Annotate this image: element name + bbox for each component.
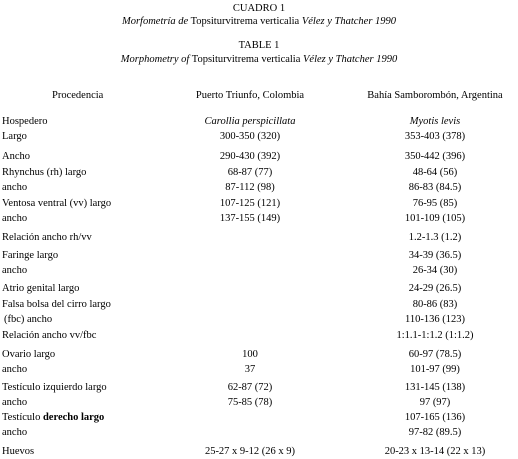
value-puerto-triunfo: 107-125 (121) — [219, 198, 281, 209]
row-label: Atrio genital largo — [2, 283, 80, 294]
header-procedencia: Procedencia — [52, 90, 104, 101]
row-label-part-a: Testículo — [2, 412, 43, 423]
value-puerto-triunfo: 87-112 (98) — [225, 182, 275, 193]
value-bahia-samborombon: Myotis levis — [409, 116, 461, 127]
value-puerto-triunfo: 290-430 (392) — [219, 151, 281, 162]
value-puerto-triunfo: 100 — [242, 349, 258, 360]
row-label: (fbc) ancho — [4, 314, 53, 325]
row-label: Falsa bolsa del cirro largo — [2, 299, 111, 310]
row-label: Relación ancho rh/vv — [2, 232, 92, 243]
english-caption — [0, 54, 518, 65]
value-bahia-samborombon: 107-165 (136) — [404, 412, 466, 423]
value-bahia-samborombon: 101-109 (105) — [404, 213, 466, 224]
row-label: ancho — [2, 265, 28, 276]
row-label: Faringe largo — [2, 250, 59, 261]
row-label: ancho — [2, 213, 28, 224]
spanish-caption-species: Topsiturvitrema verticalia — [190, 16, 300, 27]
cuadro-title: CUADRO 1 — [232, 3, 286, 14]
english-caption-species: Topsiturvitrema verticalia — [191, 54, 301, 65]
value-bahia-samborombon: 26-34 (30) — [412, 265, 458, 276]
row-label: Ancho — [2, 151, 30, 162]
value-puerto-triunfo: 300-350 (320) — [219, 131, 281, 142]
english-caption-prefix: Morphometry of — [120, 54, 190, 65]
row-label: ancho — [2, 397, 28, 408]
row-label: Hospedero — [2, 116, 48, 127]
row-label: Huevos — [2, 446, 35, 457]
row-label-part-b: derecho largo — [42, 412, 105, 423]
row-label: Rhynchus (rh) largo — [2, 167, 87, 178]
value-bahia-samborombon: 110-136 (123) — [405, 314, 465, 325]
value-bahia-samborombon: 86-83 (84.5) — [408, 182, 462, 193]
value-puerto-triunfo: 75-85 (78) — [227, 397, 273, 408]
value-bahia-samborombon: 97-82 (89.5) — [408, 427, 462, 438]
value-bahia-samborombon: 101-97 (99) — [410, 364, 460, 375]
value-puerto-triunfo: 137-155 (149) — [219, 213, 281, 224]
row-label: Largo — [2, 131, 27, 142]
value-bahia-samborombon: 350-442 (396) — [404, 151, 466, 162]
value-bahia-samborombon: 1:1.1-1:1.2 (1:1.2) — [396, 330, 474, 341]
value-bahia-samborombon: 24-29 (26.5) — [408, 283, 462, 294]
value-puerto-triunfo: 37 — [244, 364, 256, 375]
spanish-caption-authors: Vélez y Thatcher 1990 — [301, 16, 397, 27]
row-label: Relación ancho vv/fbc — [2, 330, 97, 341]
value-bahia-samborombon: 80-86 (83) — [412, 299, 458, 310]
header-bahia-samborombon: Bahía Samborombón, Argentina — [367, 90, 503, 101]
value-bahia-samborombon: 34-39 (36.5) — [408, 250, 462, 261]
value-bahia-samborombon: 48-64 (56) — [412, 167, 458, 178]
value-bahia-samborombon: 353-403 (378) — [404, 131, 466, 142]
value-puerto-triunfo: 68-87 (77) — [227, 167, 273, 178]
value-bahia-samborombon: 1.2-1.3 (1.2) — [408, 232, 462, 243]
spanish-caption — [0, 16, 518, 27]
value-bahia-samborombon: 97 (97) — [419, 397, 451, 408]
row-label: Testículo izquierdo largo — [2, 382, 107, 393]
row-label: ancho — [2, 427, 28, 438]
row-label: ancho — [2, 182, 28, 193]
row-label: Ovario largo — [2, 349, 56, 360]
row-label — [2, 412, 104, 423]
value-bahia-samborombon: 76-95 (85) — [412, 198, 458, 209]
header-puerto-triunfo: Puerto Triunfo, Colombia — [195, 90, 305, 101]
value-bahia-samborombon: 131-145 (138) — [404, 382, 466, 393]
spanish-caption-prefix: Morfometría de — [121, 16, 189, 27]
row-label: ancho — [2, 364, 28, 375]
value-puerto-triunfo: 62-87 (72) — [227, 382, 273, 393]
table-title: TABLE 1 — [238, 40, 280, 51]
english-caption-authors: Vélez y Thatcher 1990 — [303, 54, 398, 65]
row-label: Ventosa ventral (vv) largo — [2, 198, 112, 209]
value-puerto-triunfo: Carollia perspicillata — [204, 116, 296, 127]
value-bahia-samborombon: 60-97 (78.5) — [408, 349, 462, 360]
value-bahia-samborombon: 20-23 x 13-14 (22 x 13) — [384, 446, 486, 457]
value-puerto-triunfo: 25-27 x 9-12 (26 x 9) — [204, 446, 296, 457]
